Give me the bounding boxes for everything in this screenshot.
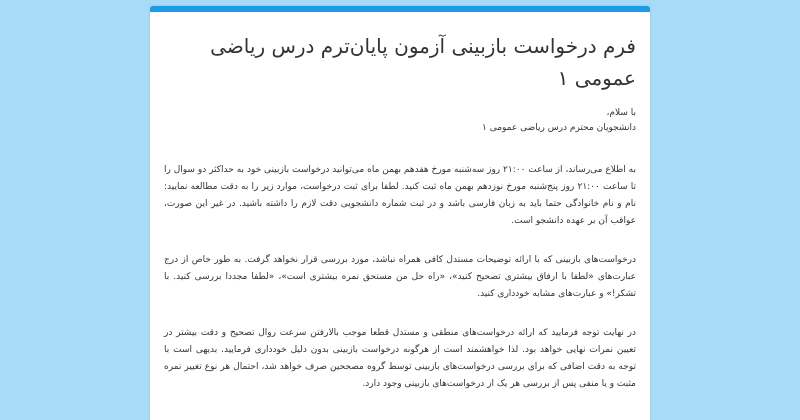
paragraph-justification: درخواست‌های بازبینی که با ارائه توضیحات مستدل کافی همراه نباشد، مورد بررسی قرار نخواهد گرفت. به طور خاص از درج عبارت‌های «لطفا با ارفاق بیشتری تصحیح کنید»، «راه حل من مستحق نمره بیشتری است»، «لطفا مجددا بررسی کنید. با تشکر!» و عبارت‌های مشابه خودداری کنید.	[164, 255, 636, 299]
form-title: فرم درخواست بازبینی آزمون پایان‌ترم درس ریاضی عمومی ۱	[210, 34, 636, 90]
form-card	[150, 6, 650, 420]
form-greeting	[164, 106, 636, 136]
greeting-line-2: دانشجویان محترم درس ریاضی عمومی ۱	[481, 123, 636, 133]
paragraph-schedule: به اطلاع می‌رساند، از ساعت ۲۱:۰۰ روز سه‌شنبه مورخ هفدهم بهمن ماه می‌توانید درخواست بازبینی خود به حداکثر دو سوال را تا ساعت ۲۱:۰۰ روز پنج‌شنبه مورخ نوزدهم بهمن ماه ثبت کنید. لطفا برای ثبت درخواست، موارد زیر را به دقت مطالعه نمایید: نام و نام خانوادگی حتما باید به زبان فارسی باشد و در ثبت شماره دانشجویی دقت لازم را داشته باشید. در غیر این صورت، عواقب آن بر عهده دانشجو است.	[164, 165, 636, 226]
paragraph-conclusion: در نهایت توجه فرمایید که ارائه درخواست‌های منطقی و مستدل قطعا موجب بالارفتن سرعت روال تصحیح و دقت بیشتر در تعیین نمرات نهایی خواهد بود. لذا خواهشمند است از هرگونه درخواست بازبینی بدون دلیل خودداری فرمایید. بدیهی است با توجه به دقت اضافی که برای بررسی درخواست‌های بازبینی توسط گروه مصححین صرف خواهد شد، احتمال هر نوع تغییر نمره مثبت و یا منفی پس از بررسی هر یک از درخواست‌های بازبینی وجود دارد.	[164, 328, 636, 389]
form-content	[150, 12, 650, 393]
greeting-line-1: با سلام،	[606, 108, 636, 118]
